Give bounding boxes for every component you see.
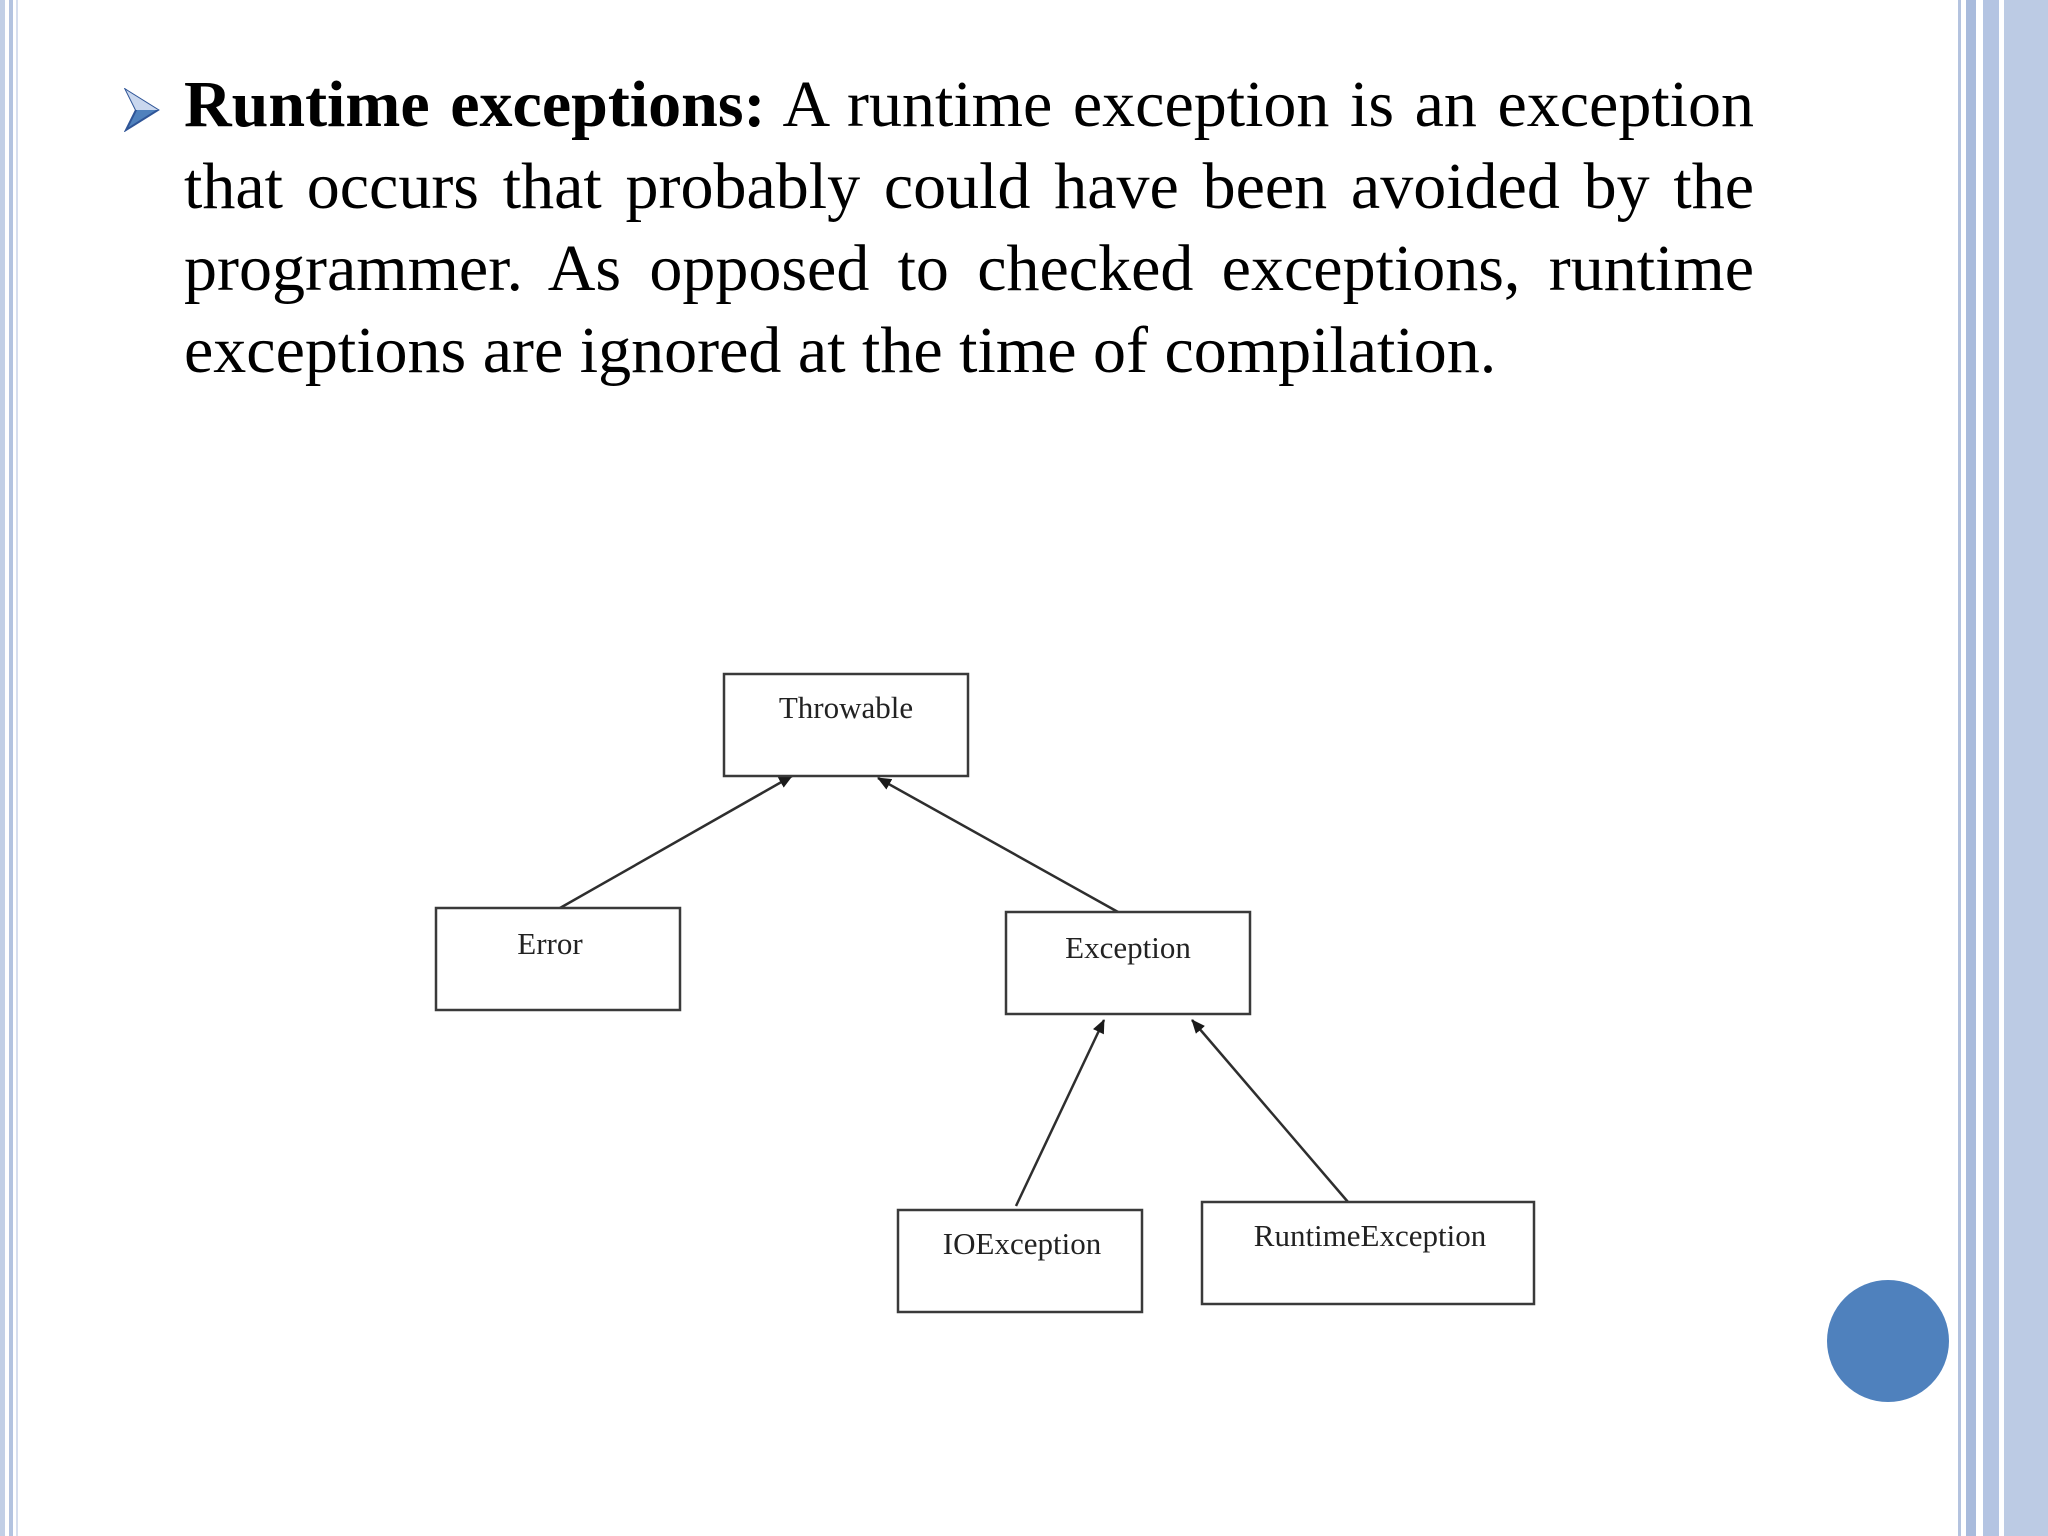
node-ioexception-label: IOException [942, 1226, 1102, 1261]
bullet-paragraph [184, 64, 1754, 392]
left-border-stripe [9, 0, 13, 1536]
node-runtimeexception [1202, 1202, 1534, 1304]
right-border-stripe [1976, 0, 1983, 1536]
arrowhead-bullet-icon [124, 88, 160, 132]
left-border-stripe [0, 0, 5, 1536]
node-error-label: Error [517, 926, 583, 961]
node-runtimeexception-label: RuntimeException [1253, 1218, 1487, 1253]
left-border-stripe [16, 0, 18, 1536]
node-ioexception [898, 1210, 1142, 1312]
node-exception [1006, 912, 1250, 1014]
edge-error-to-throwable [560, 776, 792, 908]
right-border-stripe [1966, 0, 1976, 1536]
exception-hierarchy-diagram [420, 640, 1580, 1340]
bullet-term: Runtime exceptions: [184, 68, 766, 141]
edge-ioexception-to-exception [1016, 1020, 1104, 1206]
right-border-stripe [1983, 0, 1999, 1536]
node-throwable [724, 674, 968, 776]
right-border-stripe [1958, 0, 1961, 1536]
node-error [436, 908, 680, 1010]
blue-circle-icon[interactable] [1827, 1280, 1949, 1402]
edge-exception-to-throwable [878, 778, 1118, 912]
right-border-stripe [2004, 0, 2048, 1536]
edge-runtimeexception-to-exception [1192, 1020, 1348, 1202]
node-exception-label: Exception [1065, 930, 1191, 965]
node-throwable-label: Throwable [778, 690, 914, 725]
bullet-body-text: A runtime exception is an exception that occurs that probably could have been avoided by the programmer. As opposed to checked exceptions, runtime exceptions are ignored at the time of compilation. [184, 68, 1755, 387]
